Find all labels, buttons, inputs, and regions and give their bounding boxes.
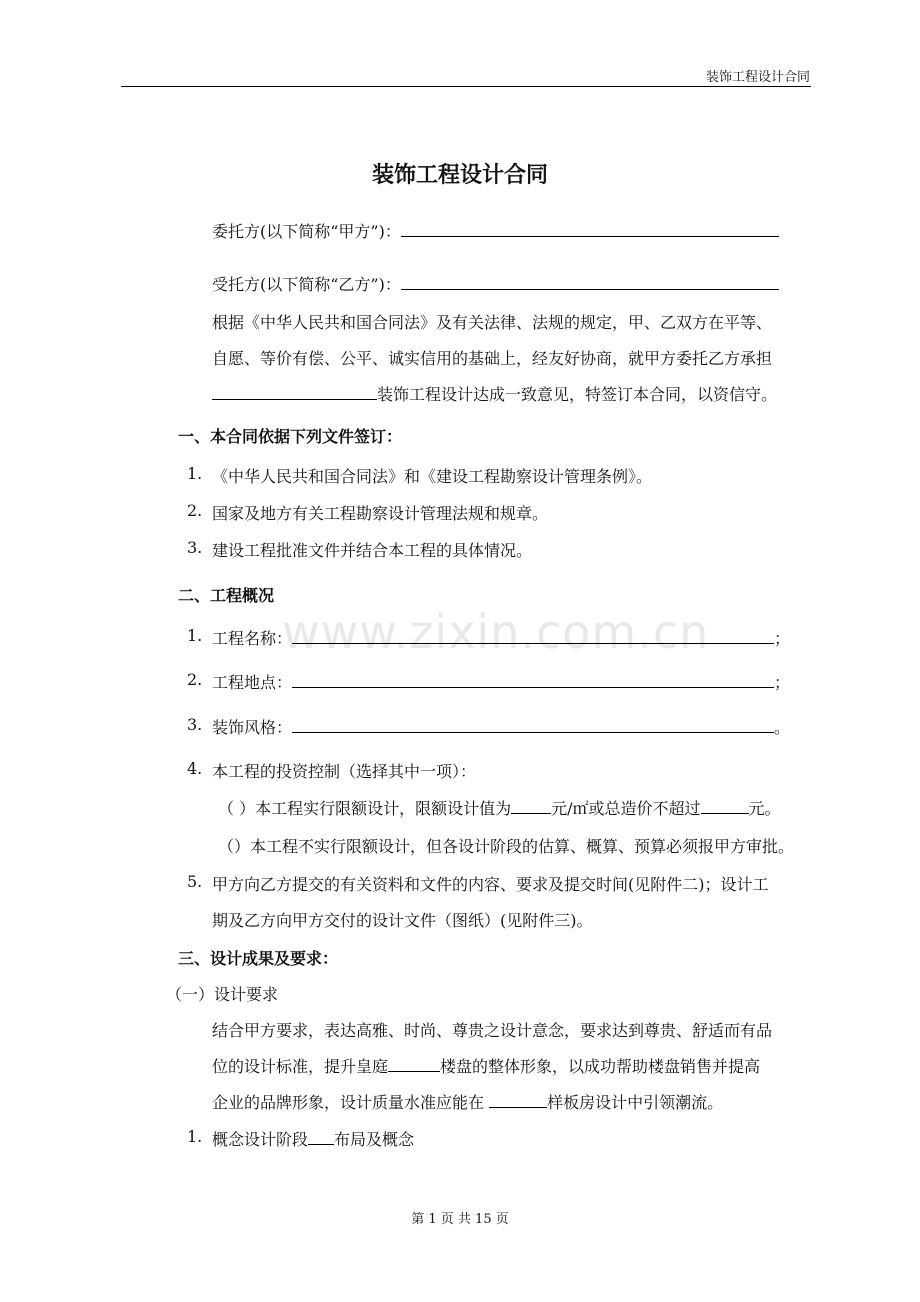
- concept-stage-num: 1.: [187, 1127, 203, 1146]
- header-rule: [121, 86, 811, 87]
- running-header: 装饰工程设计合同: [705, 70, 810, 85]
- section-1-item-3: 建设工程批准文件并结合本工程的具体情况。: [212, 541, 533, 560]
- item-5-num: 5.: [187, 872, 203, 891]
- requirements-line-3-b: 样板房设计中引领潮流。: [547, 1093, 724, 1112]
- design-requirements-heading: （一）设计要求: [166, 985, 279, 1004]
- project-site-num: 2.: [187, 670, 203, 689]
- invest-option-1-c: 元。: [748, 799, 781, 818]
- contractor-blank[interactable]: [401, 273, 779, 290]
- section-1-item-2-num: 2.: [187, 501, 203, 520]
- decor-style-field[interactable]: [292, 716, 774, 733]
- project-name-blank[interactable]: [212, 383, 377, 400]
- invest-option-1: [218, 796, 781, 819]
- invest-control-num: 4.: [187, 759, 203, 778]
- item-5-line-1: 甲方向乙方提交的有关资料和文件的内容、要求及提交时间(见附件二)；设计工: [212, 875, 769, 894]
- limit-per-sqm-field[interactable]: [511, 797, 551, 814]
- preamble-line-1: 根据《中华人民共和国合同法》及有关法律、法规的规定，甲、乙双方在平等、: [212, 313, 773, 332]
- decor-style-label: 装饰风格：: [212, 718, 293, 737]
- section-1-item-2: 国家及地方有关工程勘察设计管理法规和规章。: [212, 504, 549, 523]
- requirements-line-2-b: 楼盘的整体形象，以成功帮助楼盘销售并提高: [440, 1057, 761, 1076]
- client-blank[interactable]: [401, 220, 779, 237]
- preamble-line-2: 自愿、等价有偿、公平、诚实信用的基础上，经友好协商，就甲方委托乙方承担: [212, 349, 773, 368]
- concept-stage-a: 概念设计阶段: [212, 1130, 309, 1149]
- project-site-field[interactable]: [292, 671, 774, 688]
- page-number: 第 1 页 共 15 页: [411, 1212, 509, 1227]
- requirements-line-2-a: 位的设计标准，提升皇庭: [212, 1057, 389, 1076]
- project-name-field[interactable]: [292, 627, 774, 644]
- project-name-num: 1.: [187, 626, 203, 645]
- requirements-line-3: [212, 1090, 723, 1113]
- total-cost-field[interactable]: [701, 797, 749, 814]
- client-label: 委托方(以下简称“甲方”)：: [212, 222, 401, 241]
- watermark: www.zixin.com.cn: [282, 605, 710, 659]
- project-name-label: 工程名称：: [212, 629, 293, 648]
- project-name-row: [212, 626, 790, 649]
- project-name-end: ；: [774, 629, 791, 648]
- concept-stage-b: 布局及概念: [334, 1130, 415, 1149]
- invest-option-1-b: 元/㎡或总造价不超过: [551, 799, 701, 818]
- invest-control-text: 本工程的投资控制（选择其中一项）：: [212, 762, 477, 781]
- contractor-label: 受托方(以下简称“乙方”)：: [212, 275, 401, 294]
- preamble-line-3-text: 装饰工程设计达成一致意见，特签订本合同，以资信守。: [377, 385, 778, 404]
- contractor-line: [212, 272, 779, 295]
- project-site-label: 工程地点：: [212, 673, 293, 692]
- project-site-row: [212, 670, 790, 693]
- section-1-item-1-num: 1.: [187, 464, 203, 483]
- section-2-heading: 二、工程概况: [178, 586, 275, 605]
- requirements-line-3-a: 企业的品牌形象，设计质量水准应能在: [212, 1093, 490, 1112]
- decor-style-end: 。: [774, 718, 791, 737]
- region-field[interactable]: [489, 1091, 547, 1108]
- section-1-item-1: 《中华人民共和国合同法》和《建设工程勘察设计管理条例》。: [212, 467, 653, 486]
- section-1-heading: 一、本合同依据下列文件签订：: [178, 427, 403, 446]
- invest-option-2: （）本工程不实行限额设计，但各设计阶段的估算、概算、预算必须报甲方审批。: [218, 837, 795, 856]
- requirements-line-2: [212, 1054, 760, 1077]
- decor-style-row: [212, 715, 790, 738]
- section-3-heading: 三、设计成果及要求：: [178, 949, 339, 968]
- preamble-line-3: [212, 382, 777, 405]
- invest-option-1-a: （ ）本工程实行限额设计，限额设计值为: [218, 799, 512, 818]
- estate-name-field[interactable]: [388, 1055, 440, 1072]
- project-site-end: ；: [774, 673, 791, 692]
- decor-style-num: 3.: [187, 715, 203, 734]
- requirements-line-1: 结合甲方要求，表达高雅、时尚、尊贵之设计意念，要求达到尊贵、舒适而有品: [212, 1021, 773, 1040]
- client-line: [212, 219, 779, 242]
- concept-stage-row: [212, 1127, 414, 1150]
- concept-stage-field[interactable]: [308, 1128, 334, 1145]
- document-title: 装饰工程设计合同: [371, 163, 548, 188]
- item-5-line-2: 期及乙方向甲方交付的设计文件（图纸）(见附件三)。: [212, 911, 593, 930]
- section-1-item-3-num: 3.: [187, 538, 203, 557]
